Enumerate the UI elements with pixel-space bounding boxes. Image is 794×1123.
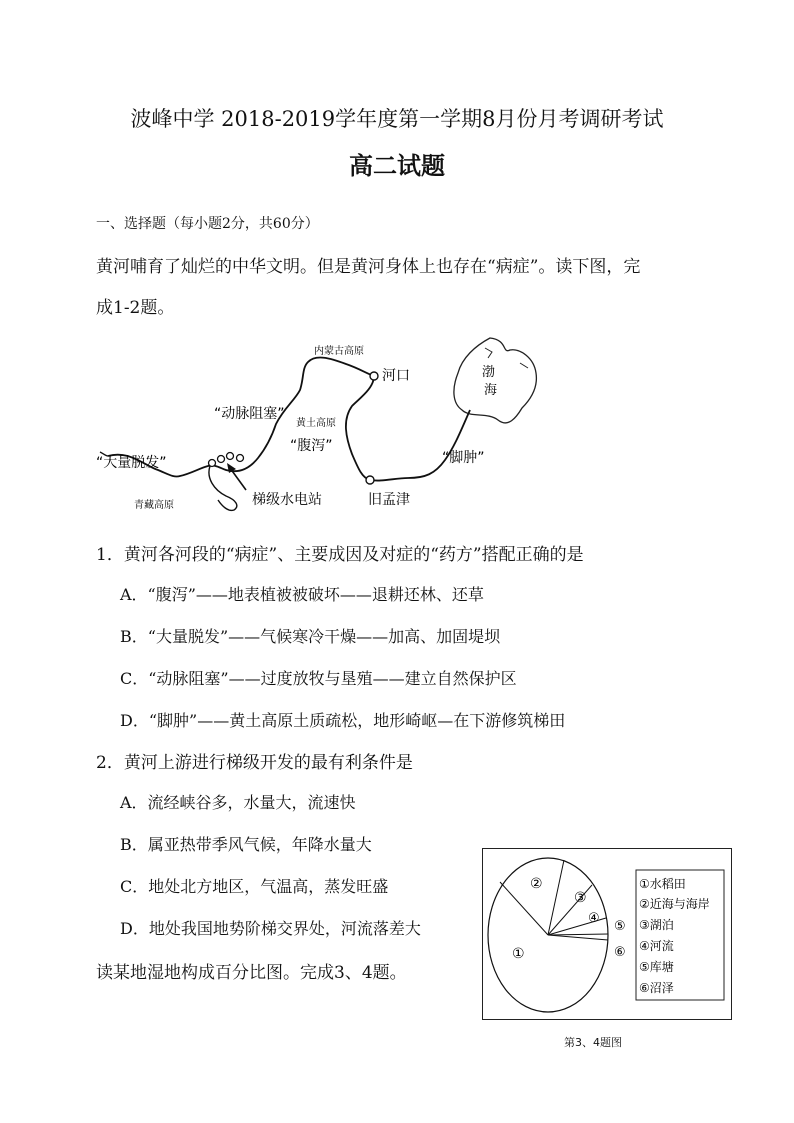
- q1-option-a: A．“腹泻”——地表植被被破坏——退耕还林、还草: [120, 585, 484, 604]
- q1-option-b: B．“大量脱发”——气候寒冷干燥——加高、加固堤坝: [120, 627, 501, 646]
- pie-mark-6: ⑥: [614, 945, 626, 960]
- label-dams: 梯级水电站: [252, 492, 322, 508]
- q2-option-d: D．地处我国地势阶梯交界处，河流落差大: [120, 919, 421, 938]
- label-qinghai-tibet: 青藏高原: [134, 500, 174, 511]
- pie-mark-1: ①: [512, 946, 525, 962]
- legend-item-6: ⑥沼泽: [639, 981, 674, 995]
- label-swelling: “脚肿”: [442, 450, 485, 466]
- label-hekou: 河口: [382, 368, 410, 384]
- pie-caption: 第3、4题图: [564, 1036, 622, 1049]
- q1-option-d: D．“脚肿”——黄土高原土质疏松，地形崎岖—在下游修筑梯田: [120, 711, 566, 730]
- q34-intro: 读某地湿地构成百分比图。完成3、4题。: [96, 963, 407, 983]
- wetland-pie-figure: [482, 848, 732, 1020]
- exam-subtitle: 高二试题: [349, 151, 445, 180]
- q2-stem: 2．黄河上游进行梯级开发的最有利条件是: [96, 753, 413, 773]
- label-bohai-2: 海: [484, 383, 498, 398]
- q2-option-c: C．地处北方地区，气温高，蒸发旺盛: [120, 877, 389, 896]
- legend-item-4: ④河流: [639, 939, 674, 953]
- section-heading: 一、选择题（每小题2分，共60分）: [96, 216, 319, 232]
- yellow-river-map: [90, 328, 550, 518]
- label-hair-loss: “大量脱发”: [96, 455, 167, 471]
- label-jiumengjin: 旧孟津: [368, 492, 410, 508]
- q1-option-c: C．“动脉阻塞”——过度放牧与垦殖——建立自然保护区: [120, 669, 517, 688]
- intro-line-2: 成1-2题。: [96, 298, 175, 318]
- legend-item-2: ②近海与海岸: [639, 897, 710, 911]
- legend-item-1: ①水稻田: [639, 877, 686, 891]
- label-loess: 黄土高原: [296, 418, 336, 429]
- legend-item-3: ③湖泊: [639, 918, 674, 932]
- q2-option-b: B．属亚热带季风气候，年降水量大: [120, 835, 372, 854]
- legend-item-5: ⑤库塘: [639, 960, 674, 974]
- label-diarrhea: “腹泻”: [290, 438, 333, 454]
- label-artery: “动脉阻塞”: [214, 406, 285, 422]
- label-inner-mongolia: 内蒙古高原: [314, 346, 364, 357]
- q1-stem: 1．黄河各河段的“病症”、主要成因及对症的“药方”搭配正确的是: [96, 545, 584, 565]
- pie-mark-4: ④: [588, 911, 600, 926]
- pie-mark-5: ⑤: [614, 919, 626, 934]
- pie-mark-3: ③: [574, 890, 587, 906]
- q2-option-a: A．流经峡谷多，水量大，流速快: [120, 793, 356, 812]
- pie-mark-2: ②: [530, 876, 543, 892]
- exam-title: 波峰中学 2018-2019学年度第一学期8月份月考调研考试: [130, 107, 664, 131]
- intro-line-1: 黄河哺育了灿烂的中华文明。但是黄河身体上也存在“病症”。读下图，完: [96, 257, 641, 277]
- label-bohai-1: 渤: [482, 365, 496, 380]
